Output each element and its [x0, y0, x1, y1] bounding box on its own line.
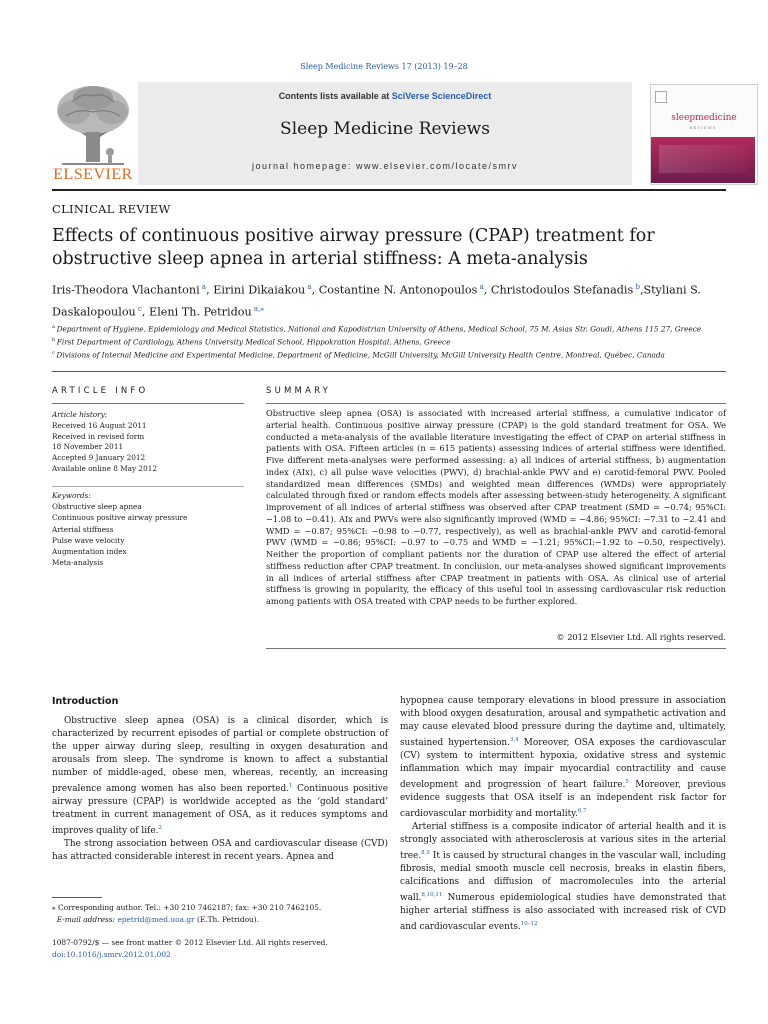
cover-subtitle: REVIEWS — [689, 125, 717, 130]
author-name[interactable]: Christodoulos Stefanadis — [490, 283, 634, 297]
contents-availability — [138, 91, 632, 101]
journal-citation[interactable]: Sleep Medicine Reviews 17 (2013) 19–28 — [300, 62, 468, 71]
history-entry: 18 November 2011 — [52, 442, 124, 452]
body-column-right — [400, 695, 726, 934]
elsevier-logo[interactable] — [52, 82, 134, 185]
cover-mark-icon — [655, 91, 667, 103]
affiliation-line — [52, 322, 742, 335]
journal-title[interactable]: Sleep Medicine Reviews — [280, 119, 490, 139]
elsevier-wordmark: ELSEVIER — [53, 166, 133, 183]
citation-ref[interactable]: 10–12 — [520, 920, 538, 927]
affiliation-text: First Department of Cardiology, Athens University Medical School, Hippokration Hospital, Athens, Greece — [56, 337, 451, 347]
author-affiliation-mark[interactable]: c — [135, 304, 142, 313]
keyword-item: Augmentation index — [52, 547, 127, 557]
doi-link[interactable]: doi:10.1016/j.smrv.2012.01.002 — [52, 949, 171, 959]
author-affiliation-mark[interactable]: a — [199, 283, 207, 291]
keyword-item: Pulse wave velocity — [52, 535, 125, 545]
author-name[interactable]: Eleni Th. Petridou — [149, 305, 252, 319]
citation-ref[interactable]: 2 — [158, 824, 162, 831]
keyword-item: Obstructive sleep apnea — [52, 502, 142, 512]
intro-paragraph: Arterial stiffness is a composite indicator of arterial health and it is strongly associated with atherosclerosis at various sites in the arterial tree.$^{8,9}$ It is caused by structural changes in the vascular wall, including fibrosis, medial smooth muscle cell necrosis, breaks in elastin fibers, calcifications and diffusion of macromolecules into the arterial wall.$^{8,10,11}$ Numerous epidemiological studies have demonstrated that higher arterial stiffness is also associated with increased risk of CVD and cardiovascular events.$^{10-12}$ — [400, 821, 726, 932]
elsevier-tree-icon — [52, 82, 134, 166]
affiliation-line — [52, 348, 742, 361]
summary-heading: SUMMARY — [266, 386, 332, 396]
abstract-divider — [52, 371, 726, 372]
journal-banner — [138, 82, 632, 185]
section-label: CLINICAL REVIEW — [52, 202, 171, 216]
journal-homepage[interactable]: journal homepage: www.elsevier.com/locate/smrv — [251, 161, 519, 171]
author-list: Iris-Theodora Vlachantoni $^a$, Eirini Dikaiakou $^a$, Costantine N. Antonopoulos $^a$, Christodoulos Stefanadis $^b$,Styliani S. Daskalopoulou $^c$, Eleni Th. Petridou $^{a,⁎}$ — [52, 283, 701, 319]
author-affiliation-mark[interactable]: b — [633, 283, 640, 291]
author-affiliation-mark[interactable]: a,⁎ — [251, 304, 264, 313]
citation-ref[interactable]: 8,9 — [421, 849, 430, 856]
cover-band — [651, 137, 755, 183]
author-name[interactable]: Eirini Dikaiakou — [213, 283, 306, 297]
affiliation-text: Department of Hygiene, Epidemiology and Medical Statistics, National and Kapodistrian University of Athens, Medical School, 75 M. Asias Str. Goudi, Athens 115 27, Greece — [56, 324, 702, 334]
affiliation-mark: c — [52, 349, 57, 356]
citation-ref[interactable]: 1 — [289, 783, 293, 789]
history-entry: Accepted 9 January 2012 — [52, 453, 146, 463]
contents-prefix: Contents lists available at — [278, 91, 392, 101]
summary-bottom-rule — [266, 648, 726, 649]
author-name[interactable]: Iris-Theodora Vlachantoni — [52, 283, 200, 297]
article-history — [52, 410, 252, 475]
email-label: E-mail address: — [56, 914, 118, 924]
history-label: Article history: — [52, 410, 108, 419]
issn-block — [52, 937, 388, 960]
email-link[interactable]: epetrid@med.uoa.gr — [117, 914, 195, 924]
summary-copyright: © 2012 Elsevier Ltd. All rights reserved. — [556, 632, 726, 642]
header-divider — [52, 189, 726, 191]
keyword-item: Arterial stiffness — [52, 524, 114, 534]
citation-ref[interactable]: 8,10,11 — [421, 891, 443, 898]
affiliation-mark: b — [52, 336, 57, 343]
keywords — [52, 490, 252, 568]
history-entry: Received in revised form — [52, 431, 145, 441]
affiliation-line — [52, 335, 742, 348]
keywords-rule — [52, 486, 244, 487]
affiliations — [52, 322, 742, 361]
intro-paragraph: hypopnea cause temporary elevations in blood pressure in association with blood oxygen desaturation, arousal and sympathetic activation and may cause elevated blood pressure during the daytime and, ultimately, sustained hypertension.$^{3,4}$ Moreover, OSA exposes the cardiovascular (CV) system to intermittent hypoxia, oxidative stress and systemic inflammation which may impair myocardial contractility and cause development and progression of heart failure.$^5$ Moreover, previous evidence suggests that OSA itself is an independent risk factor for cardiovascular morbidity and mortality.$^{6,7}$ — [400, 696, 726, 819]
author-name[interactable]: Styliani S. Daskalopoulou — [52, 283, 701, 319]
author-affiliation-mark[interactable]: a — [305, 283, 312, 291]
intro-paragraph: The strong association between OSA and cardiovascular disease (CVD) has attracted considerable interest in recent years. Apnea and — [52, 838, 388, 862]
sciencedirect-link[interactable]: SciVerse ScienceDirect — [391, 91, 492, 101]
citation-ref[interactable]: 5 — [625, 778, 629, 785]
keyword-item: Continuous positive airway pressure — [52, 513, 188, 523]
corresponding-author: ⁎ Corresponding author. Tel.: +30 210 7462187; fax: +30 210 7462105. — [52, 903, 322, 912]
keyword-item: Meta-analysis — [52, 558, 104, 568]
affiliation-mark: a — [52, 324, 57, 330]
body-column-left — [52, 715, 388, 864]
email-suffix: (E.Th. Petridou). — [194, 914, 260, 924]
keywords-label: Keywords: — [52, 491, 91, 500]
email-line — [52, 914, 388, 926]
journal-masthead — [52, 82, 757, 185]
cover-title: sleepmedicine — [671, 113, 737, 123]
author-affiliation-mark[interactable]: a — [477, 283, 484, 291]
issn-line: 1087-0792/$ — see front matter © 2012 Elsevier Ltd. All rights reserved. — [52, 938, 328, 947]
citation-ref[interactable]: 6,7 — [577, 807, 587, 814]
author-name[interactable]: Costantine N. Antonopoulos — [318, 283, 478, 297]
footnote — [52, 902, 388, 925]
introduction-heading: Introduction — [52, 696, 119, 707]
affiliation-text: Divisions of Internal Medicine and Experimental Medicine, Department of Medicine, McGill University, McGill University Health Centre, Montreal, Québec, Canada — [56, 350, 665, 360]
history-entry: Received 16 August 2011 — [52, 420, 147, 430]
article-info-heading: ARTICLE INFO — [52, 386, 149, 396]
citation-ref[interactable]: 3,4 — [509, 737, 519, 743]
footnote-rule — [52, 897, 102, 898]
summary-text: Obstructive sleep apnea (OSA) is associated with increased arterial stiffness, a cumulative indicator of arterial health. Continuous positive airway pressure (CPAP) is the gold standard treatment for OSA. We conducted a meta-analysis of the available literature investigating the effect of CPAP on arterial stiffness in patients with OSA. Fifteen articles (n = 615 patients) assessing indices of arterial stiffness were identified. Five different meta-analyses were performed assessing: a) all indices of arterial stiffness, b) augmentation index (AIx), c) all pulse wave velocities (PWV), d) brachial-ankle PWV and e) carotid-femoral PWV. Pooled standardized mean differences (SMDs) and weighted mean differences (WMDs) were appropriately calculated through fixed or random effects models after assessing between-study heterogeneity. A significant improvement of all indices of arterial stiffness was observed after CPAP treatment (SMD = −0.74; 95%CI: −1.08 to −0.41). AIx and PWVs were also significantly improved (WMD = −4.86; 95%CI: −7.31 to −2.41 and WMD = −0.87; 95%CI: −0.98 to −0.77, respectively), as well as brachial-ankle PWV and carotid-femoral PWV (WMD = −0.86; 95%CI: −0.97 to −0.75 and WMD = −1.21; 95%CI:−1.92 to −0.50, respectively). Neither the proportion of compliant patients nor the duration of CPAP use altered the effect of arterial stiffness reduction after CPAP treatment. In conclusion, our meta-analyses showed significant improvements in all indices of arterial stiffness after CPAP treatment in patients with OSA. As clinical use of arterial stiffness is growing in popularity, the efficacy of this useful tool in assessing cardiovascular risk reduction among patients with OSA treated with CPAP needs to be further explored. — [266, 408, 726, 606]
history-entry: Available online 8 May 2012 — [52, 463, 157, 473]
intro-paragraph: Obstructive sleep apnea (OSA) is a clinical disorder, which is characterized by recurrent episodes of partial or complete obstruction of the upper airway during sleep, resulting in oxygen desaturation and arousals from sleep. The syndrome is known to affect a substantial number of middle-aged, obese men, whereas, recently, an increasing prevalence among women has also been reported.$^1$ Continuous positive airway pressure (CPAP) is worldwide accepted as the ‘gold standard’ treatment in current management of OSA, as it reduces symptoms and improves quality of life.$^2$ — [52, 716, 388, 836]
journal-cover-thumbnail[interactable] — [650, 84, 758, 185]
summary-rule — [266, 403, 726, 404]
article-title: Effects of continuous positive airway pressure (CPAP) treatment for obstructive sleep apnea in arterial stiffness: A meta-analysis — [52, 226, 655, 269]
article-info-rule — [52, 403, 244, 404]
